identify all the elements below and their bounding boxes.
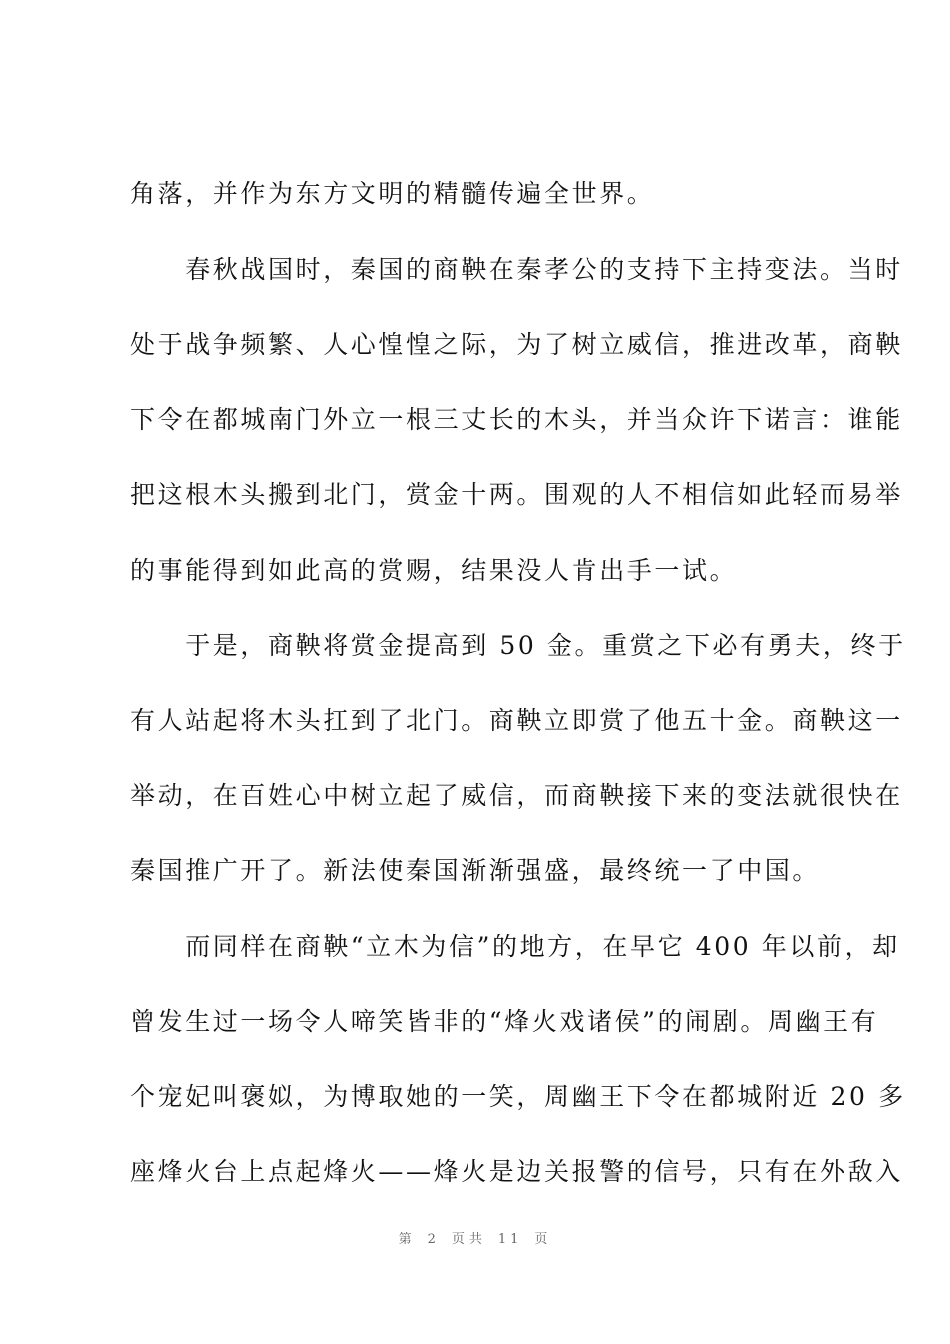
text-line: 的事能得到如此高的赏赐，结果没人肯出手一试。 — [130, 556, 738, 585]
text-line: 秦国推广开了。新法使秦国渐渐强盛，最终统一了中国。 — [130, 856, 821, 885]
text-line: 曾发生过一场令人啼笑皆非的“烽火戏诸侯”的闹剧。周幽王有 — [130, 1007, 879, 1036]
text-line: 春秋战国时，秦国的商鞅在秦孝公的支持下主持变法。当时 — [130, 255, 903, 284]
text-line: 而同样在商鞅“立木为信”的地方，在早它 400 年以前，却 — [130, 932, 900, 961]
footer-current-page: 2 — [427, 1232, 440, 1247]
text-line: 个宠妃叫褒姒，为博取她的一笑，周幽王下令在都城附近 20 多 — [130, 1082, 906, 1111]
text-line: 把这根木头搬到北门，赏金十两。围观的人不相信如此轻而易举 — [130, 480, 903, 509]
footer-prefix: 第 — [398, 1232, 416, 1247]
text-line: 座烽火台上点起烽火——烽火是边关报警的信号，只有在外敌入 — [130, 1157, 903, 1186]
text-line: 处于战争频繁、人心惶惶之际，为了树立威信，推进改革，商鞅 — [130, 330, 903, 359]
text-line: 角落，并作为东方文明的精髓传遍全世界。 — [130, 179, 655, 208]
text-line: 于是，商鞅将赏金提高到 50 金。重赏之下必有勇夫，终于 — [130, 631, 906, 660]
page-number-footer — [0, 1228, 950, 1247]
footer-middle: 页共 — [451, 1232, 486, 1247]
text-line: 有人站起将木头扛到了北门。商鞅立即赏了他五十金。商鞅这一 — [130, 706, 903, 735]
footer-suffix: 页 — [534, 1232, 552, 1247]
footer-total-pages: 11 — [497, 1232, 523, 1247]
text-line: 举动，在百姓心中树立起了威信，而商鞅接下来的变法就很快在 — [130, 781, 903, 810]
text-line: 下令在都城南门外立一根三丈长的木头，并当众许下诺言：谁能 — [130, 405, 903, 434]
